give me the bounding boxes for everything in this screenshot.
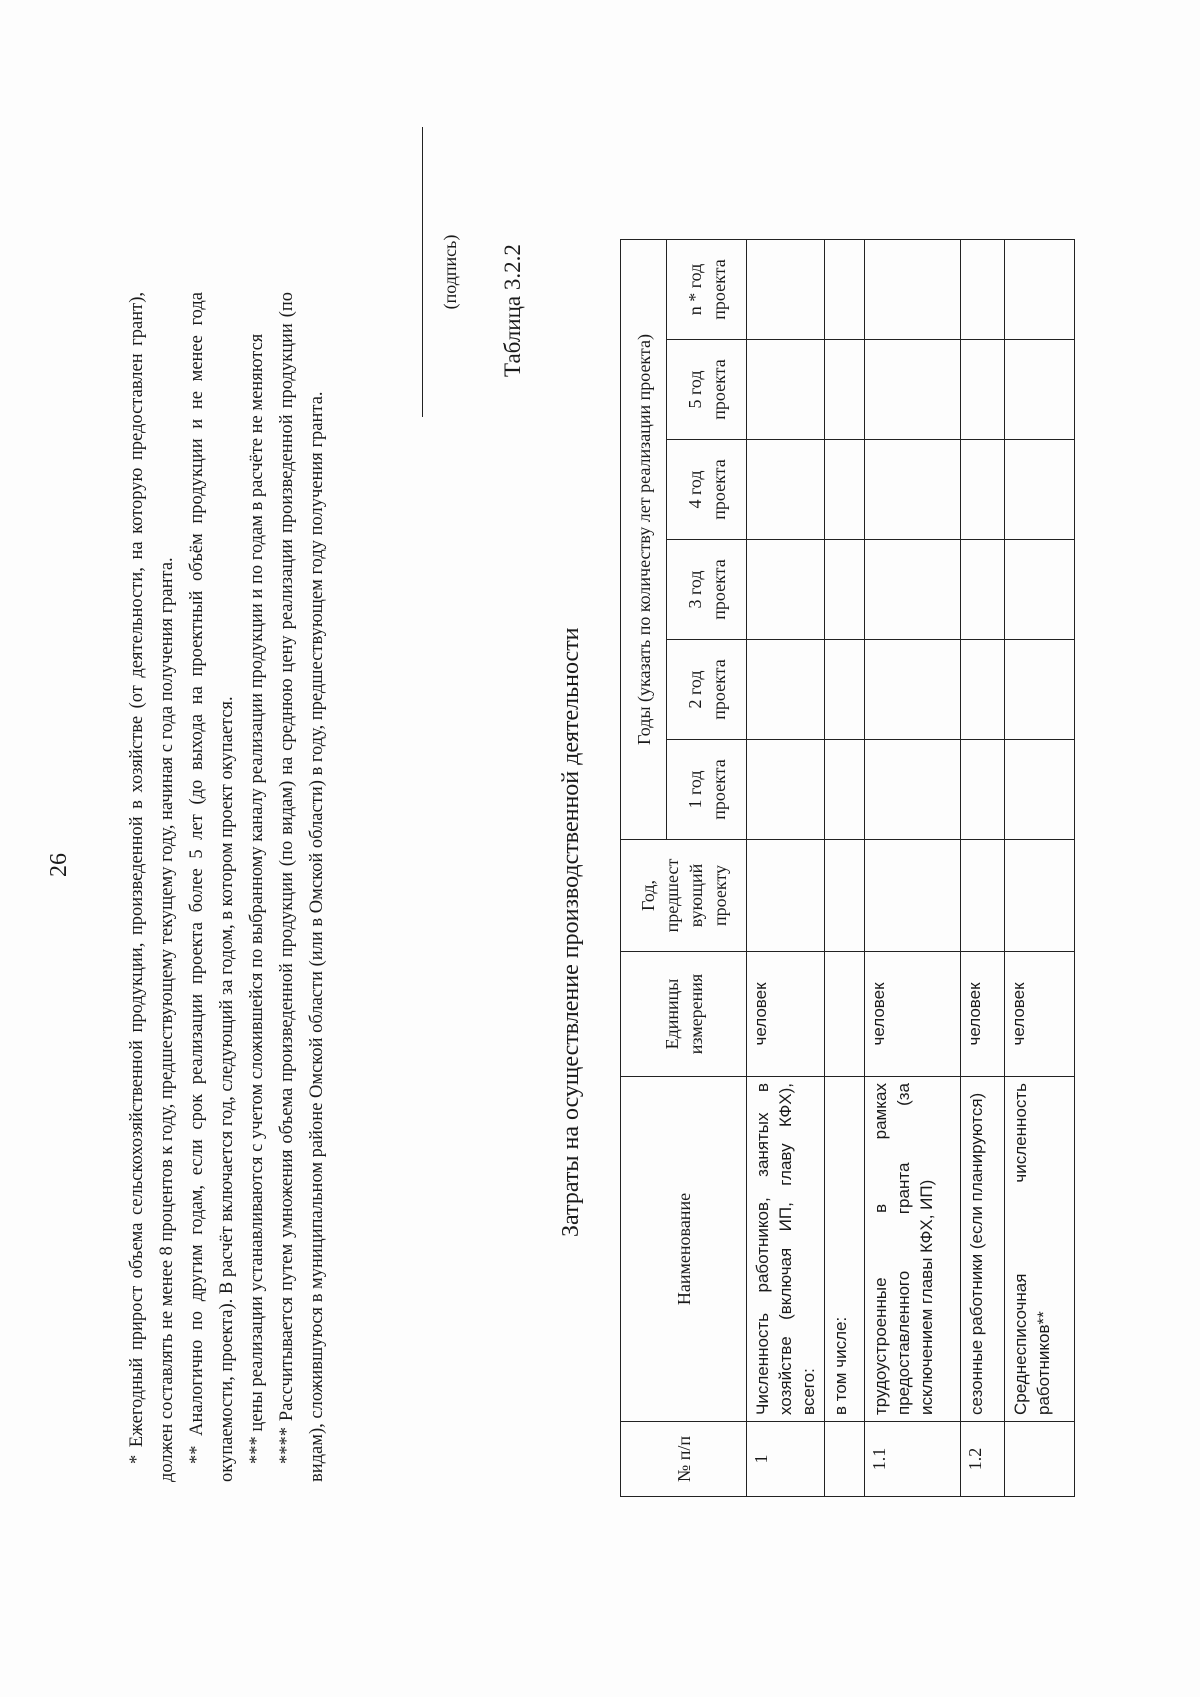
cell-year-n [747, 240, 825, 340]
signature-line [422, 127, 423, 417]
cell-year-3 [865, 540, 961, 640]
cell-year-4 [1005, 440, 1075, 540]
cell-year-5 [961, 340, 1005, 440]
cell-year-4 [825, 440, 865, 540]
footnote-1: * Ежегодный прирост объема сельскохозяйственной продукции, произведенной в хозяйстве (от деятельности, на которую предоставлен грант), должен составлять не менее 8 процентов к году, предшествующему текущему году, начиная с года получения гранта. [127, 292, 177, 1482]
table-row [865, 240, 961, 1497]
header-year-5: 5 год проекта [667, 340, 747, 440]
cell-year-1 [825, 740, 865, 840]
row-unit: человек [961, 952, 1005, 1077]
footnote-3: *** цены реализации устанавливаются с учетом сложившейся по выбранному каналу реализации продукции и по годам в расчёте не меняются [247, 333, 267, 1464]
header-unit: Единицы измерения [621, 952, 747, 1077]
cell-year-n [865, 240, 961, 340]
cell-year-2 [961, 640, 1005, 740]
table-row [825, 240, 865, 1497]
cell-year-3 [825, 540, 865, 640]
cell-prev-year [1005, 840, 1075, 952]
footnote-2: ** Аналогично по другим годам, если срок реализации проекта более 5 лет (до выхода на проектный объём продукции и не менее года окупаемости, проекта). В расчёт включается год, следующий за годом, в котором проект окупается. [187, 292, 237, 1482]
header-prev-year: Год, предшест вующий проекту [621, 840, 747, 952]
header-name: Наименование [621, 1077, 747, 1422]
row-unit [825, 952, 865, 1077]
costs-table-wrapper [620, 239, 1075, 1497]
row-num: 1.1 [865, 1422, 961, 1497]
header-years-group: Годы (указать по количеству лет реализации проекта) [621, 240, 667, 840]
costs-table [620, 239, 1075, 1497]
table-row [961, 240, 1005, 1497]
row-name: сезонные работники (если планируются) [961, 1077, 1005, 1422]
signature-label: (подпись) [440, 234, 460, 310]
cell-year-2 [865, 640, 961, 740]
row-unit: человек [747, 952, 825, 1077]
cell-year-5 [1005, 340, 1075, 440]
header-year-4: 4 год проекта [667, 440, 747, 540]
row-name: Среднесписочная численность работников** [1005, 1077, 1075, 1422]
cell-year-1 [961, 740, 1005, 840]
row-unit: человек [865, 952, 961, 1077]
cell-year-n [825, 240, 865, 340]
table-row [747, 240, 825, 1497]
row-num [825, 1422, 865, 1497]
header-year-n: n * год проекта [667, 240, 747, 340]
footnote-4: **** Рассчитывается путем умножения объема произведенной продукции (по видам) на среднюю цену реализации произведенной продукции (по видам), сложившуюся в муниципальном районе Омской области (или в Омской области) в году, предшествующем году получения гранта. [277, 292, 327, 1482]
header-year-2: 2 год проекта [667, 640, 747, 740]
row-unit: человек [1005, 952, 1075, 1077]
table-title: Затраты на осуществление производственной деятельности [558, 627, 584, 1237]
cell-year-2 [1005, 640, 1075, 740]
row-num: 1 [747, 1422, 825, 1497]
cell-year-5 [825, 340, 865, 440]
row-name: трудоустроенные в рамках предоставленного гранта (за исключением главы КФХ, ИП) [865, 1077, 961, 1422]
cell-prev-year [747, 840, 825, 952]
row-num: 1.2 [961, 1422, 1005, 1497]
cell-year-5 [865, 340, 961, 440]
cell-prev-year [865, 840, 961, 952]
cell-year-2 [747, 640, 825, 740]
cell-year-1 [865, 740, 961, 840]
row-name: в том числе: [825, 1077, 865, 1422]
cell-year-n [961, 240, 1005, 340]
header-year-1: 1 год проекта [667, 740, 747, 840]
cell-prev-year [825, 840, 865, 952]
cell-year-3 [961, 540, 1005, 640]
cell-year-1 [1005, 740, 1075, 840]
table-row [1005, 240, 1075, 1497]
cell-year-4 [865, 440, 961, 540]
cell-year-n [1005, 240, 1075, 340]
cell-year-4 [747, 440, 825, 540]
cell-prev-year [961, 840, 1005, 952]
header-year-3: 3 год проекта [667, 540, 747, 640]
row-num [1005, 1422, 1075, 1497]
cell-year-3 [747, 540, 825, 640]
cell-year-4 [961, 440, 1005, 540]
cell-year-2 [825, 640, 865, 740]
page-number: 26 [46, 853, 72, 877]
cell-year-5 [747, 340, 825, 440]
cell-year-1 [747, 740, 825, 840]
cell-year-3 [1005, 540, 1075, 640]
header-num: № п/п [621, 1422, 747, 1497]
table-number: Таблица 3.2.2 [500, 244, 525, 377]
footnotes [122, 292, 332, 1482]
row-name: Численность работников, занятых в хозяйстве (включая ИП, главу КФХ), всего: [747, 1077, 825, 1422]
